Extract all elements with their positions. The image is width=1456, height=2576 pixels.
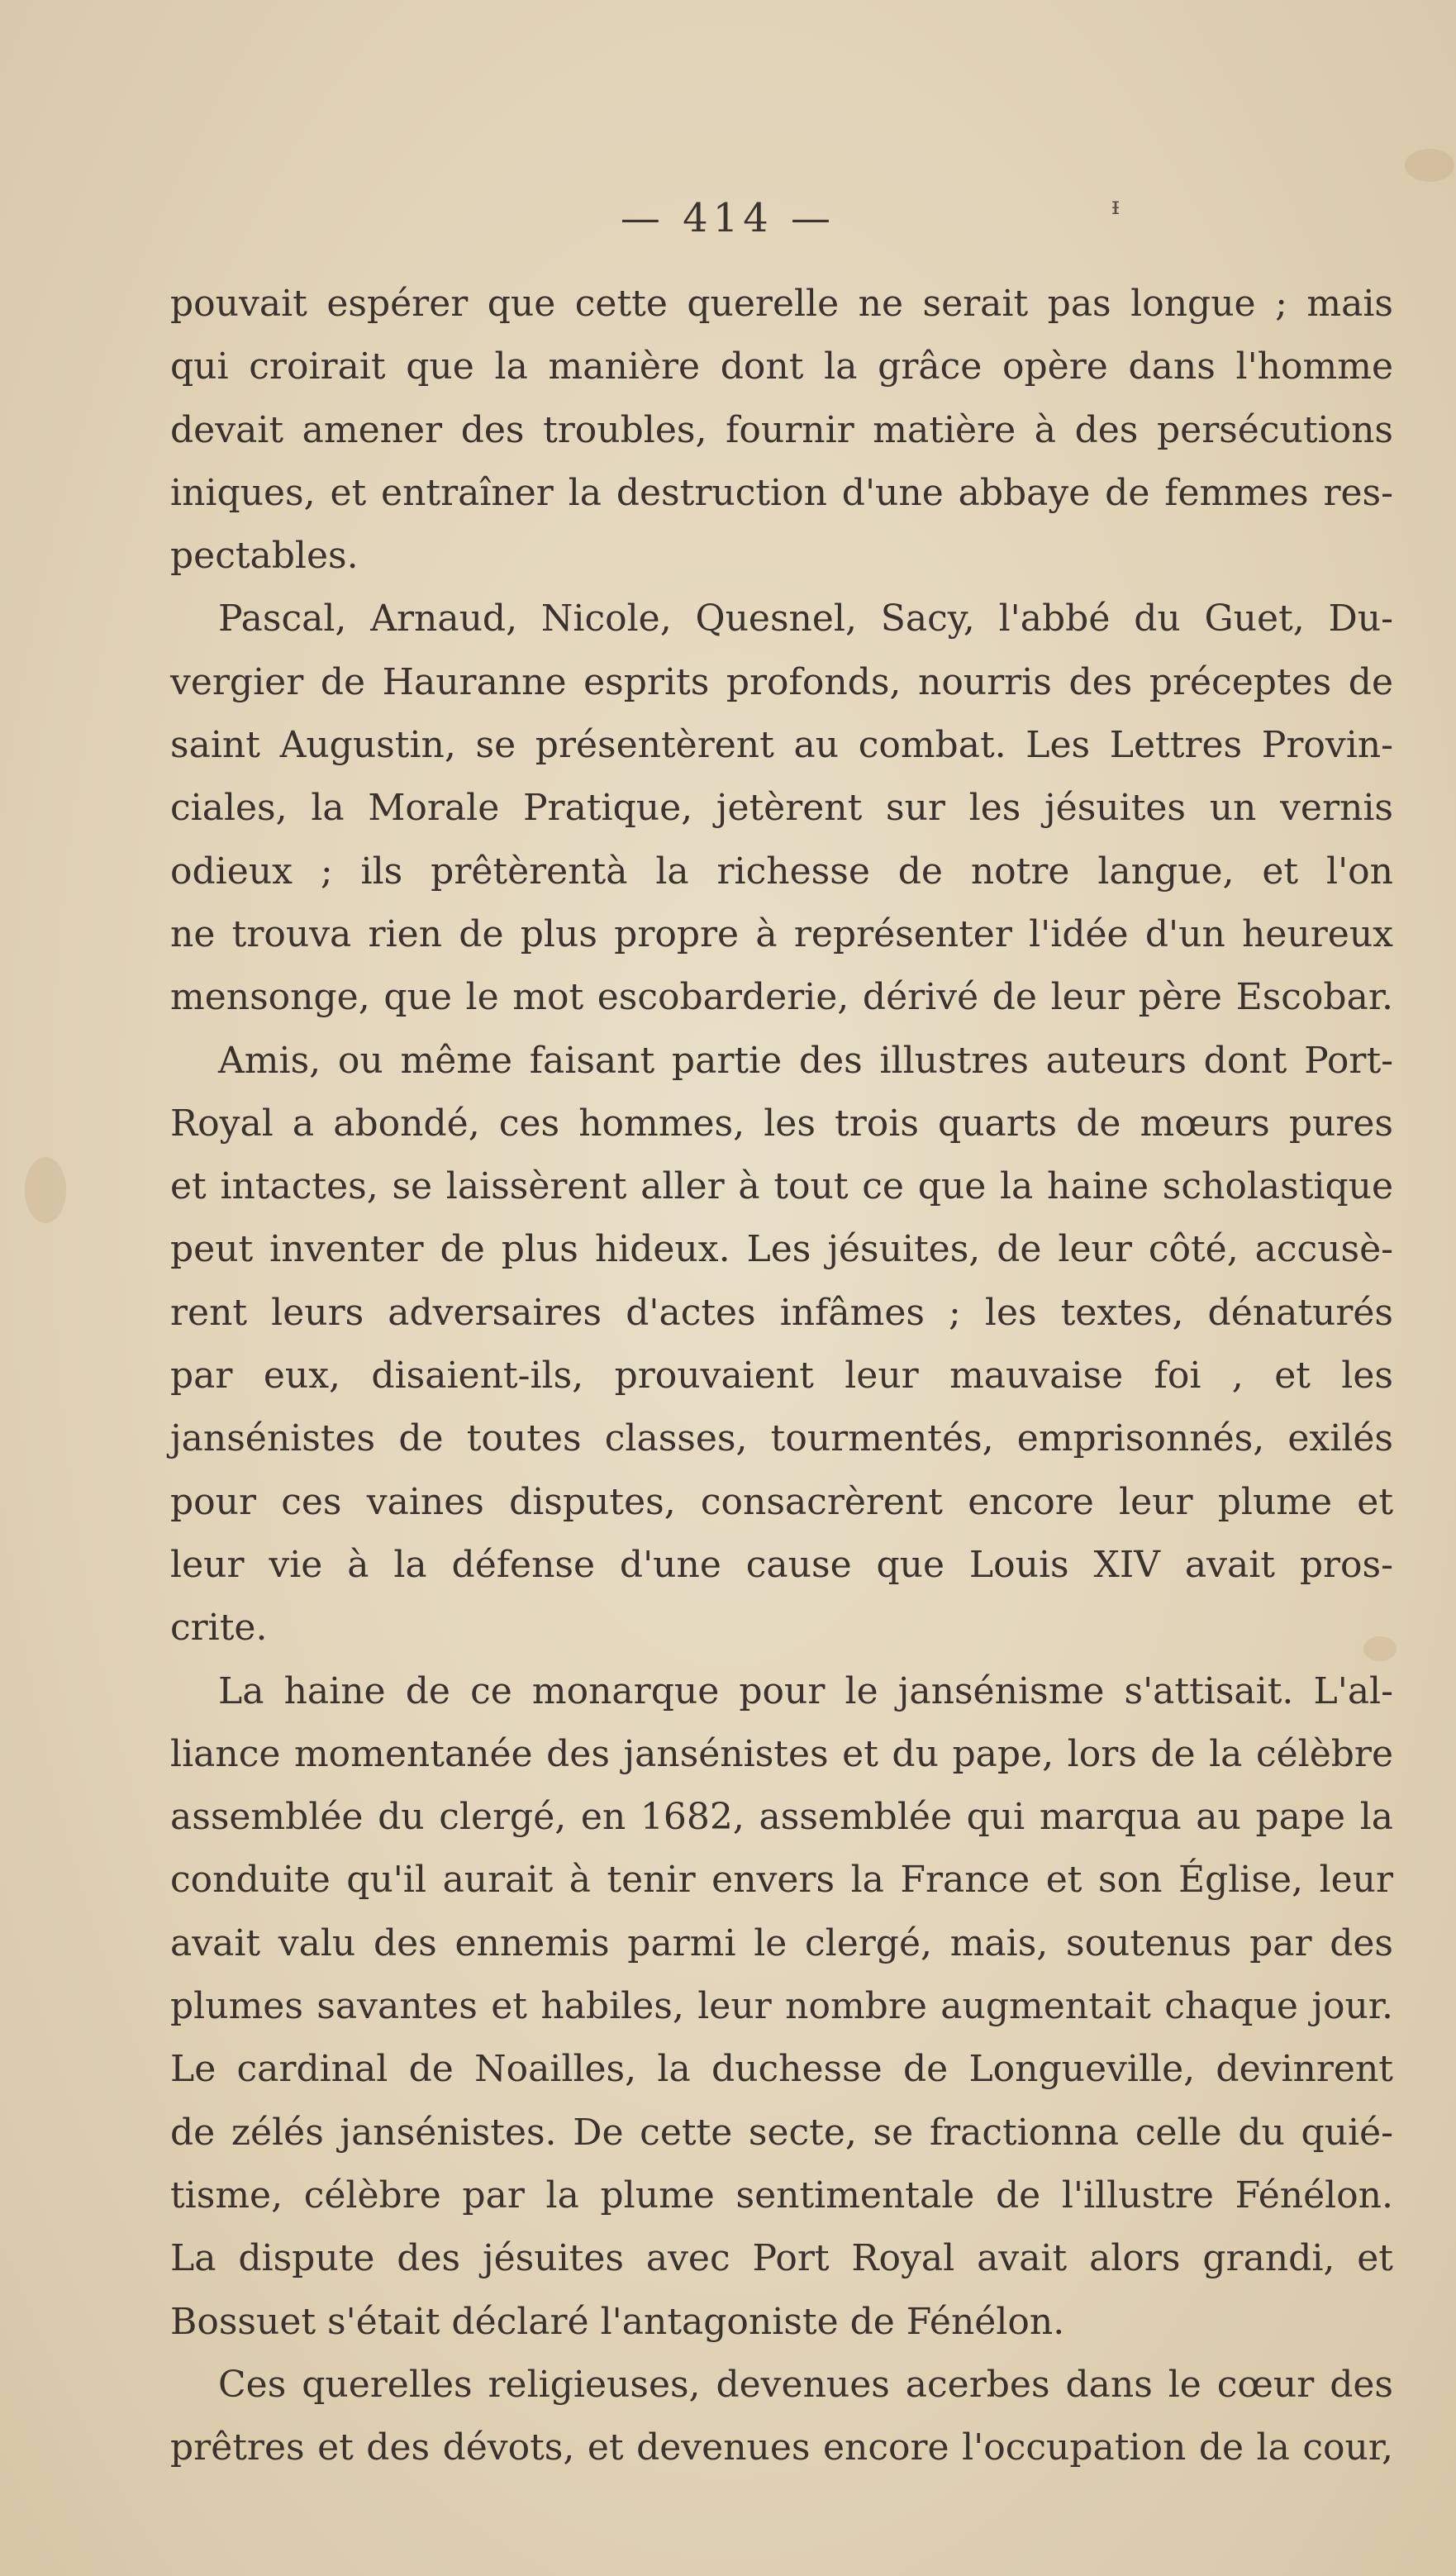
text-line: plumes savantes et habiles, leur nombre augmentait chaque jour. bbox=[170, 1985, 1393, 2028]
text-line: saint Augustin, se présentèrent au combat. Les Lettres Provin- bbox=[170, 724, 1393, 767]
text-line: rent leurs adversaires d'actes infâmes ; les textes, dénaturés bbox=[170, 1291, 1393, 1334]
text-line: odieux ; ils prêtèrentà la richesse de notre langue, et l'on bbox=[170, 850, 1393, 893]
text-line: Royal a abondé, ces hommes, les trois quarts de mœurs pures bbox=[170, 1102, 1393, 1145]
text-line: assemblée du clergé, en 1682, assemblée qui marqua au pape la bbox=[170, 1796, 1393, 1839]
text-line: Ces querelles religieuses, devenues acerbes dans le cœur des bbox=[218, 2363, 1393, 2406]
text-line: vergier de Hauranne esprits profonds, nourris des préceptes de bbox=[170, 660, 1393, 703]
text-line: avait valu des ennemis parmi le clergé, mais, soutenus par des bbox=[170, 1921, 1393, 1964]
text-line: qui croirait que la manière dont la grâce opère dans l'homme bbox=[170, 345, 1393, 388]
text-line: pectables. bbox=[170, 535, 359, 578]
text-line: Bossuet s'était déclaré l'antagoniste de Fénélon. bbox=[170, 2300, 1065, 2343]
text-line: jansénistes de toutes classes, tourmentés, emprisonnés, exilés bbox=[170, 1417, 1393, 1460]
text-line: Le cardinal de Noailles, la duchesse de Longueville, devinrent bbox=[170, 2048, 1393, 2091]
text-line: peut inventer de plus hideux. Les jésuites, de leur côté, accusè- bbox=[170, 1228, 1393, 1271]
text-line: ciales, la Morale Pratique, jetèrent sur les jésuites un vernis bbox=[170, 787, 1393, 830]
text-line: mensonge, que le mot escobarderie, dérivé de leur père Escobar. bbox=[170, 976, 1393, 1019]
body-text bbox=[170, 273, 1393, 2479]
text-line: par eux, disaient-ils, prouvaient leur mauvaise foi , et les bbox=[170, 1355, 1393, 1398]
text-line: pour ces vaines disputes, consacrèrent encore leur plume et bbox=[170, 1480, 1393, 1523]
text-line: crite. bbox=[170, 1607, 268, 1650]
text-line: leur vie à la défense d'une cause que Louis XIV avait pros- bbox=[170, 1543, 1393, 1586]
text-line: conduite qu'il aurait à tenir envers la France et son Église, leur bbox=[170, 1859, 1393, 1902]
text-line: prêtres et des dévots, et devenues encore l'occupation de la cour, bbox=[170, 2426, 1393, 2469]
page-number: — 414 — bbox=[620, 195, 836, 241]
text-line: La dispute des jésuites avec Port Royal avait alors grandi, et bbox=[170, 2237, 1393, 2280]
text-line: pouvait espérer que cette querelle ne serait pas longue ; mais bbox=[170, 283, 1393, 325]
text-line: Pascal, Arnaud, Nicole, Quesnel, Sacy, l'abbé du Guet, Du- bbox=[218, 598, 1393, 640]
text-line: iniques, et entraîner la destruction d'une abbaye de femmes res- bbox=[170, 471, 1393, 514]
text-line: liance momentanée des jansénistes et du pape, lors de la célèbre bbox=[170, 1732, 1393, 1775]
text-line: et intactes, se laissèrent aller à tout ce que la haine scholastique bbox=[170, 1165, 1393, 1208]
text-line: tisme, célèbre par la plume sentimentale de l'illustre Fénélon. bbox=[170, 2174, 1393, 2217]
text-line: ne trouva rien de plus propre à représenter l'idée d'un heureux bbox=[170, 912, 1393, 955]
text-line: Amis, ou même faisant partie des illustres auteurs dont Port- bbox=[218, 1039, 1393, 1082]
margin-mark: ᵻ bbox=[1111, 192, 1120, 221]
text-line: devait amener des troubles, fournir matière à des persécutions bbox=[170, 408, 1393, 451]
foxing-spot bbox=[25, 1157, 66, 1223]
text-line: La haine de ce monarque pour le jansénisme s'attisait. L'al- bbox=[218, 1669, 1393, 1712]
text-line: de zélés jansénistes. De cette secte, se fractionna celle du quié- bbox=[170, 2111, 1393, 2154]
foxing-spot bbox=[1405, 149, 1454, 182]
